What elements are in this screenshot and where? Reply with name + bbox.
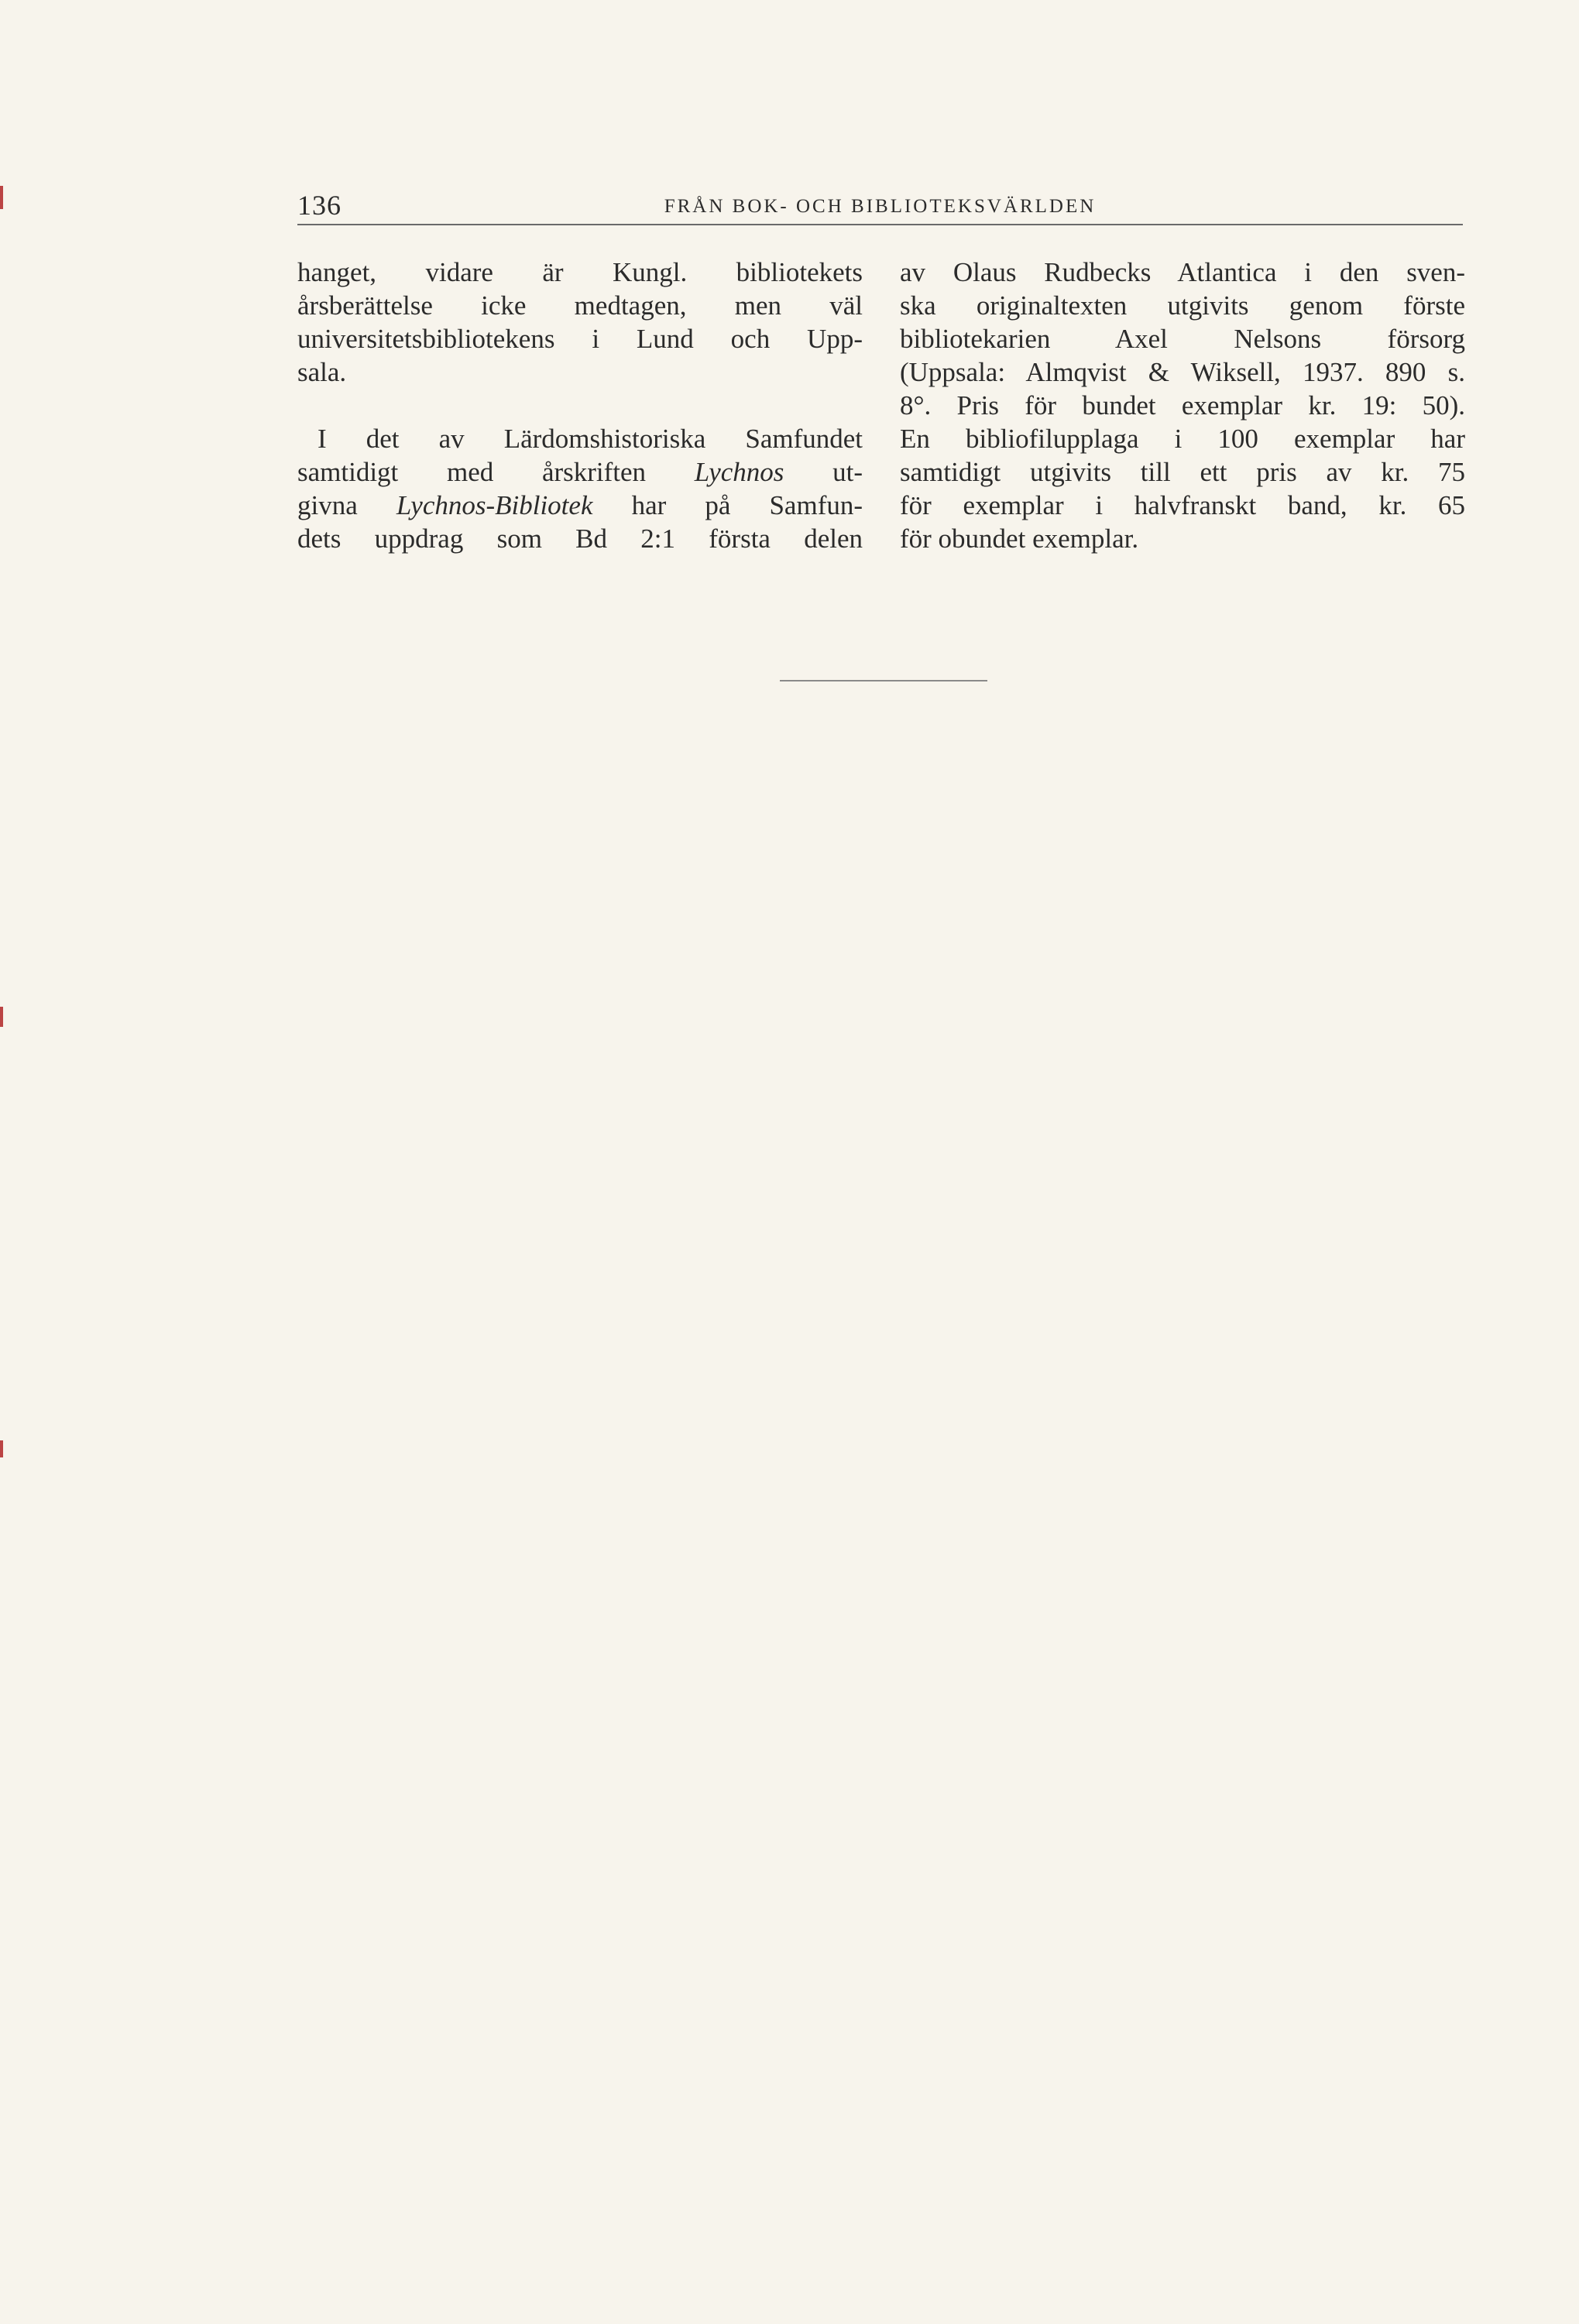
text-line: universitetsbibliotekens i Lund och Upp- (297, 324, 863, 354)
running-title: FRÅN BOK- OCH BIBLIOTEKSVÄRLDEN (664, 196, 1097, 217)
text-run: givna (297, 490, 396, 520)
text-line (297, 455, 863, 489)
edge-mark (0, 1007, 3, 1027)
text-run: samtidigt med årskriften (297, 457, 695, 487)
text-line: för exemplar i halvfranskt band, kr. 65 (900, 490, 1465, 520)
text-line: I det av Lärdomshistoriska Samfundet (318, 424, 863, 454)
left-column (297, 256, 863, 555)
text-line: (Uppsala: Almqvist & Wiksell, 1937. 890 s. (900, 357, 1465, 387)
text-line: årsberättelse icke medtagen, men väl (297, 290, 863, 321)
text-line: av Olaus Rudbecks Atlantica i den sven- (900, 257, 1465, 287)
text-line: sala. (297, 357, 347, 387)
right-column (900, 256, 1465, 555)
journal-title: Lychnos (694, 457, 784, 487)
edge-mark (0, 1440, 3, 1457)
page-header (297, 190, 1463, 225)
series-title: Lychnos-Bibliotek (396, 490, 593, 520)
text-line: En bibliofilupplaga i 100 exemplar har (900, 424, 1465, 454)
text-run: har på Samfun- (592, 490, 863, 520)
edge-mark (0, 186, 3, 209)
text-line: ska originaltexten utgivits genom förste (900, 290, 1465, 321)
text-line: bibliotekarien Axel Nelsons försorg (900, 324, 1465, 354)
text-line (297, 489, 863, 522)
text-line: samtidigt utgivits till ett pris av kr. 75 (900, 457, 1465, 487)
page-number: 136 (297, 190, 342, 221)
text-line: 8°. Pris för bundet exemplar kr. 19: 50). (900, 390, 1465, 421)
section-end-rule (780, 680, 987, 681)
text-line: hanget, vidare är Kungl. bibliotekets (297, 257, 863, 287)
text-run: ut- (784, 457, 863, 487)
paragraph (297, 422, 863, 555)
paragraph (297, 256, 863, 389)
text-line: för obundet exemplar. (900, 524, 1139, 554)
text-line: dets uppdrag som Bd 2:1 första delen (297, 524, 863, 554)
